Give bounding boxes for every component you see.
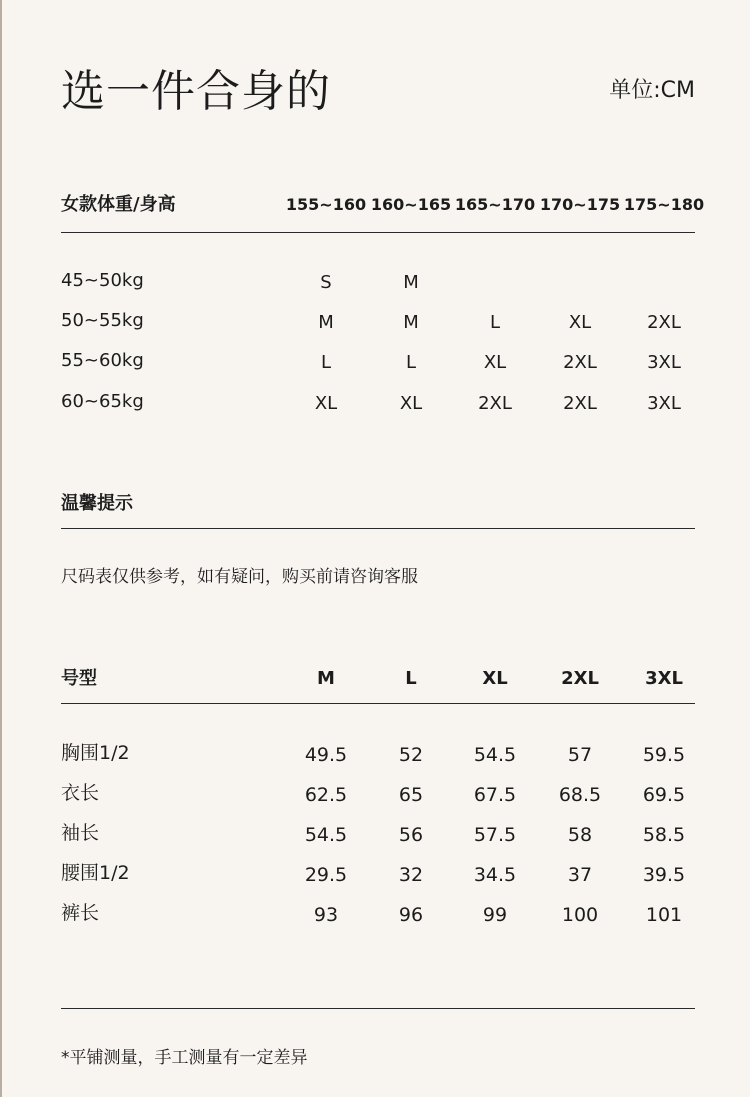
table-cell: M xyxy=(403,312,419,333)
row-label: 胸围1/2 xyxy=(61,742,130,764)
page-title: 选一件合身的 xyxy=(61,66,331,117)
size-chart-page xyxy=(2,0,750,1097)
table-cell: S xyxy=(320,272,332,293)
table-header xyxy=(61,664,695,694)
table-cell: XL xyxy=(483,352,507,373)
table-cell: 52 xyxy=(398,744,424,766)
table-header-label: 号型 xyxy=(61,668,97,689)
table-header xyxy=(61,190,705,220)
column-header: 165~170 xyxy=(454,195,536,214)
table-cell: 96 xyxy=(398,904,424,926)
column-header: 155~160 xyxy=(285,195,367,214)
table-cell: 56 xyxy=(398,824,424,846)
table-cell: XL xyxy=(314,393,338,414)
table-row xyxy=(61,306,695,336)
table-cell: 99 xyxy=(482,904,508,926)
table-row xyxy=(61,818,695,848)
table-row xyxy=(61,346,695,376)
footnote: *平铺测量，手工测量有一定差异 xyxy=(61,1048,308,1068)
row-label: 袖长 xyxy=(61,822,100,844)
table-cell: 54.5 xyxy=(473,744,517,766)
table-header-divider xyxy=(61,232,695,233)
table-row xyxy=(61,858,695,888)
table-cell: 93 xyxy=(313,904,339,926)
table-cell: XL xyxy=(568,312,592,333)
table-cell: 2XL xyxy=(563,393,597,414)
table-cell: 68.5 xyxy=(558,784,602,806)
table-cell: 101 xyxy=(645,904,683,926)
row-label: 衣长 xyxy=(61,782,100,804)
tips-text: 尺码表仅供参考，如有疑问，购买前请咨询客服 xyxy=(61,567,418,587)
table-cell: 2XL xyxy=(563,352,597,373)
table-cell: 69.5 xyxy=(642,784,686,806)
table-row xyxy=(61,266,695,296)
table-cell: 67.5 xyxy=(473,784,517,806)
table-cell: L xyxy=(489,312,501,333)
row-label: 50~55kg xyxy=(61,310,144,331)
table-row xyxy=(61,387,695,417)
column-header: 175~180 xyxy=(623,195,705,214)
column-header: M xyxy=(317,668,335,689)
table-cell: 3XL xyxy=(647,352,681,373)
table-cell: 32 xyxy=(398,864,424,886)
table-cell: 3XL xyxy=(647,393,681,414)
table-cell: XL xyxy=(399,393,423,414)
table-cell: L xyxy=(405,352,417,373)
table-cell: L xyxy=(320,352,332,373)
row-label: 55~60kg xyxy=(61,350,144,371)
table-cell: 62.5 xyxy=(304,784,348,806)
tips-divider xyxy=(61,528,695,529)
row-label: 裤长 xyxy=(61,902,100,924)
table-cell: 58.5 xyxy=(642,824,686,846)
table-cell: M xyxy=(403,272,419,293)
table-cell: 34.5 xyxy=(473,864,517,886)
table-cell: 57 xyxy=(567,744,593,766)
row-label: 60~65kg xyxy=(61,391,144,412)
column-header: XL xyxy=(482,668,508,689)
column-header: 3XL xyxy=(645,668,683,689)
table-header-label: 女款体重/身高 xyxy=(61,194,176,215)
table-cell: 2XL xyxy=(478,393,512,414)
table-cell: 57.5 xyxy=(473,824,517,846)
column-header: 170~175 xyxy=(539,195,621,214)
table-cell: 39.5 xyxy=(642,864,686,886)
table-row xyxy=(61,738,695,768)
table-cell: 49.5 xyxy=(304,744,348,766)
table-cell: 29.5 xyxy=(304,864,348,886)
table-header-divider xyxy=(61,703,695,704)
column-header: 2XL xyxy=(561,668,599,689)
table-row xyxy=(61,898,695,928)
table-cell: 37 xyxy=(567,864,593,886)
column-header: 160~165 xyxy=(370,195,452,214)
table-cell: 54.5 xyxy=(304,824,348,846)
row-label: 腰围1/2 xyxy=(61,862,130,884)
table-cell: 65 xyxy=(398,784,424,806)
table-cell: M xyxy=(318,312,334,333)
table-cell: 100 xyxy=(561,904,599,926)
row-label: 45~50kg xyxy=(61,270,144,291)
footer-divider xyxy=(61,1008,695,1009)
tips-title: 温馨提示 xyxy=(61,493,133,514)
table-cell: 58 xyxy=(567,824,593,846)
table-cell: 59.5 xyxy=(642,744,686,766)
table-cell: 2XL xyxy=(647,312,681,333)
table-row xyxy=(61,778,695,808)
unit-label: 单位:CM xyxy=(609,78,695,103)
column-header: L xyxy=(405,668,417,689)
